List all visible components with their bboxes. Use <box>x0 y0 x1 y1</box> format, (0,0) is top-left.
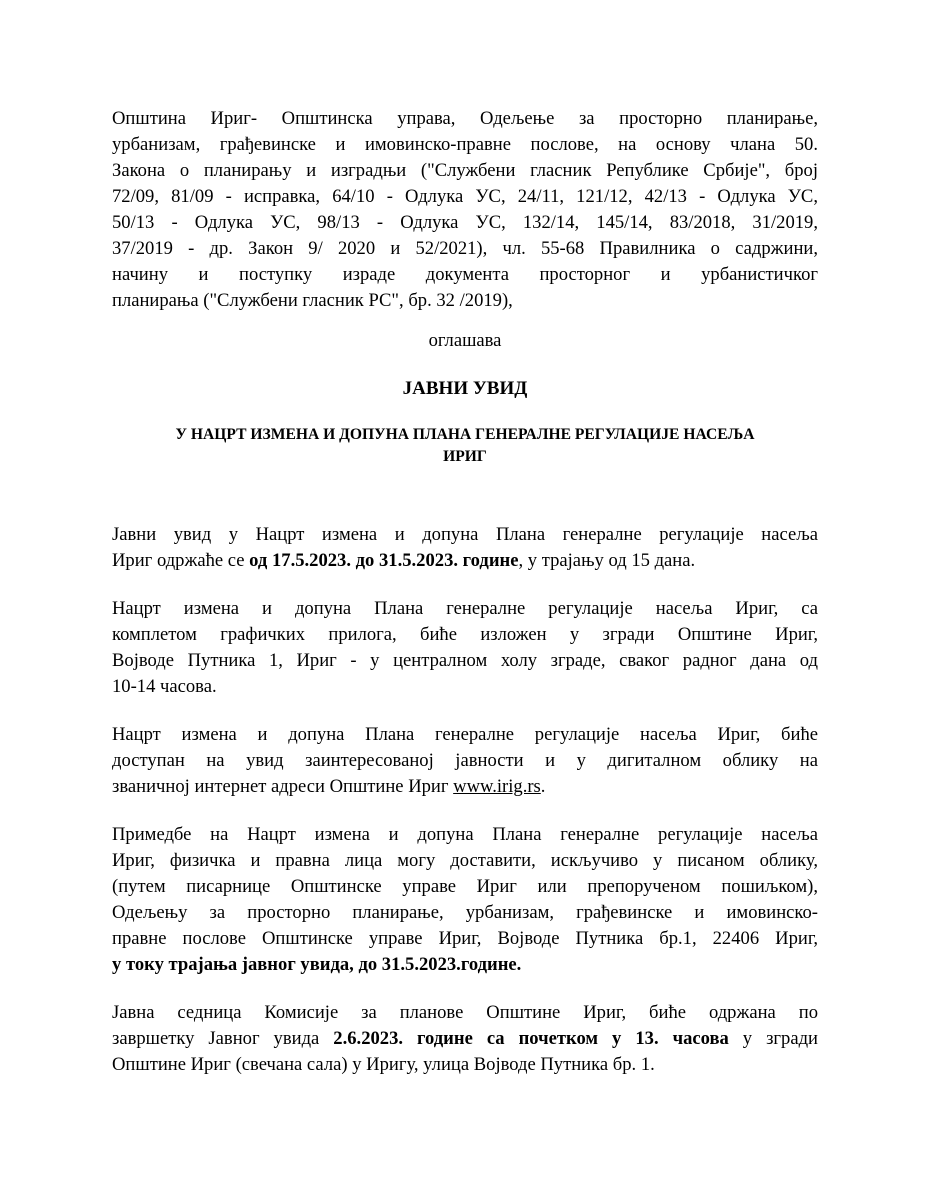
paragraph-line: Примедбе на Нацрт измена и допуна Плана генералне регулације насеља <box>112 824 818 845</box>
paragraph-line: (путем писарнице Општинске управе Ириг или препорученом пошиљком), <box>112 876 818 897</box>
intro-paragraph <box>112 106 818 314</box>
document-body <box>112 106 818 1078</box>
paragraph-exhibition <box>112 596 818 700</box>
paragraph-line <box>112 774 818 800</box>
dates-bold: од 17.5.2023. до 31.5.2023. године <box>249 550 519 571</box>
paragraph-line: Нацрт измена и допуна Плана генералне регулације насеља Ириг, са <box>112 598 818 619</box>
paragraph-line: Јавни увид у Нацрт измена и допуна Плана генералне регулације насеља <box>112 524 818 545</box>
document-title: ЈАВНИ УВИД <box>402 378 528 399</box>
text-run: , у трајању од 15 дана. <box>518 550 696 571</box>
paragraph-line: доступан на увид заинтересованој јавности и у дигиталном облику на <box>112 750 818 771</box>
intro-line: Закона о планирању и изградњи ("Службени гласник Републике Србије", број <box>112 160 818 181</box>
paragraph-line: Одељењу за просторно планирање, урбанизам, грађевинске и имовинско- <box>112 902 818 923</box>
text-run: званичној интернет адреси Општине Ириг <box>112 776 454 797</box>
intro-line: планирања ("Службени гласник РС", бр. 32 /2019), <box>112 290 513 311</box>
document-subtitle <box>112 424 818 468</box>
intro-line: 37/2019 - др. Закон 9/ 2020 и 52/2021), чл. 55-68 Правилника о садржини, <box>112 238 818 259</box>
intro-line: 50/13 - Одлука УС, 98/13 - Одлука УС, 132/14, 145/14, 83/2018, 31/2019, <box>112 212 818 233</box>
intro-line: 72/09, 81/09 - исправка, 64/10 - Одлука УС, 24/11, 121/12, 42/13 - Одлука УС, <box>112 186 818 207</box>
intro-line: Општина Ириг- Општинска управа, Одељење за просторно планирање, <box>112 108 818 129</box>
website-link[interactable]: www.irig.rs <box>453 776 541 797</box>
paragraph-line: Јавна седница Комисије за планове Општине Ириг, биће одржана по <box>112 1002 818 1023</box>
paragraph-line: комплетом графичких прилога, биће изложен у згради Општине Ириг, <box>112 624 818 645</box>
paragraph-line <box>112 548 818 574</box>
paragraph-session <box>112 1000 818 1078</box>
text-run: завршетку Јавног увида <box>112 1028 334 1049</box>
intro-line: урбанизам, грађевинске и имовинско-правне послове, на основу члана 50. <box>112 134 818 155</box>
paragraph-digital <box>112 722 818 800</box>
paragraph-dates <box>112 522 818 574</box>
subtitle-line: ИРИГ <box>443 448 487 465</box>
announces-text: оглашава <box>428 330 502 351</box>
text-run: . <box>540 776 546 797</box>
paragraph-line: Ириг, физичка и правна лица могу доставити, искључиво у писаном облику, <box>112 850 818 871</box>
session-bold: 2.6.2023. године са почетком у 13. часова <box>333 1028 729 1049</box>
paragraph-objections <box>112 822 818 978</box>
paragraph-line: 10-14 часова. <box>112 676 217 697</box>
paragraph-line: Општине Ириг (свечана сала) у Иригу, улица Војводе Путника бр. 1. <box>112 1054 655 1075</box>
paragraph-line <box>112 1026 818 1052</box>
text-run: у згради <box>728 1028 819 1049</box>
text-run: Ириг одржаће се <box>112 550 250 571</box>
subtitle-line: У НАЦРТ ИЗМЕНА И ДОПУНА ПЛАНА ГЕНЕРАЛНЕ РЕГУЛАЦИЈЕ НАСЕЉА <box>175 426 755 443</box>
paragraph-line: правне послове Општинске управе Ириг, Војводе Путника бр.1, 22406 Ириг, <box>112 928 818 949</box>
intro-line: начину и поступку израде документа просторног и урбанистичког <box>112 264 818 285</box>
deadline-bold: у току трајања јавног увида, до 31.5.2023.године. <box>112 954 522 975</box>
paragraph-line: Војводе Путника 1, Ириг - у централном холу зграде, сваког радног дана од <box>112 650 818 671</box>
paragraph-line: Нацрт измена и допуна Плана генералне регулације насеља Ириг, биће <box>112 724 818 745</box>
